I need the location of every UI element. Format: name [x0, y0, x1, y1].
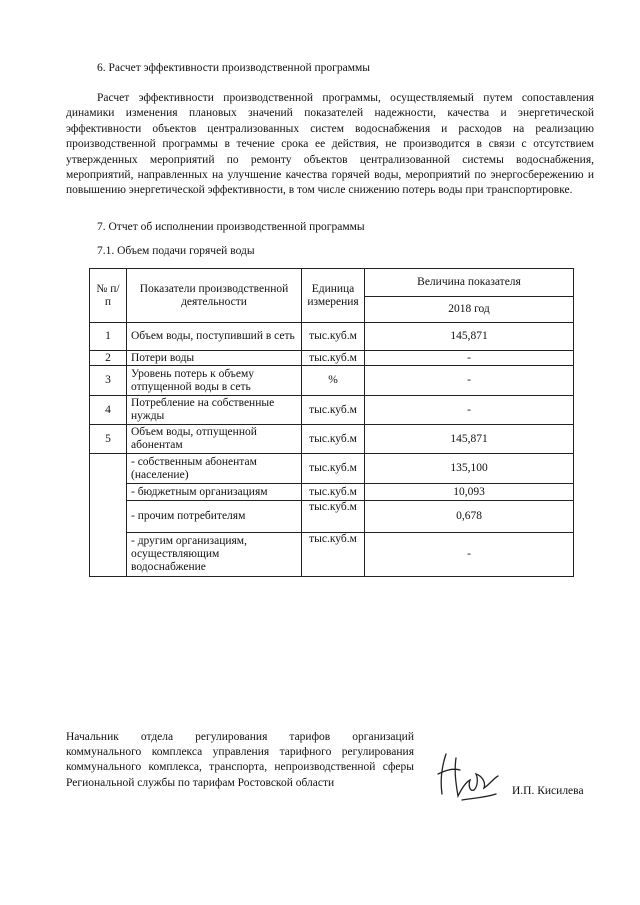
row-unit: % — [302, 366, 365, 396]
row-unit: тыс.куб.м — [302, 501, 365, 533]
section-6-paragraph: Расчет эффективности производственной программы, осуществляемый путем сопоставления динамики изменения плановых значений показателей надежности, качества и энергетической эффективности объектов централизованных систем водоснабжения и расходов на реализацию производственной программы в течение срока ее действия, не производится в связи с отсутствием утвержденных мероприятий по ремонту объектов централизованной системы водоснабжения, мероприятий, направленных на улучшение качества горячей воды, мероприятий по энергосбережению и повышению энергетической эффективности, в том числе снижению потерь воды при транспортировке. — [66, 92, 594, 197]
row-value: - — [365, 351, 574, 366]
row-name: Потери воды — [127, 351, 302, 366]
row-num: 2 — [90, 351, 127, 366]
row-value: - — [365, 366, 574, 396]
row-unit: тыс.куб.м — [302, 396, 365, 425]
row-value: - — [365, 396, 574, 425]
table-row — [90, 484, 574, 501]
table-row — [90, 351, 574, 366]
row-name: - прочим потребителям — [127, 501, 302, 533]
table-header-row — [90, 269, 574, 297]
row-name: Объем воды, отпущенной абонентам — [127, 425, 302, 454]
section-7-heading: 7. Отчет об исполнении производственной программы — [97, 221, 365, 233]
row-name: - другим организациям, осуществляющим водоснабжение — [127, 533, 302, 577]
row-unit: тыс.куб.м — [302, 323, 365, 351]
signer-name: И.П. Кисилева — [512, 785, 584, 797]
table-row — [90, 454, 574, 484]
handwritten-signature — [432, 748, 504, 806]
row-unit: тыс.куб.м — [302, 533, 365, 577]
row-value: - — [365, 533, 574, 577]
row-value: 0,678 — [365, 501, 574, 533]
row-value: 145,871 — [365, 425, 574, 454]
row-name: Уровень потерь к объему отпущенной воды в сеть — [127, 366, 302, 396]
row-unit: тыс.куб.м — [302, 351, 365, 366]
section-7-1-heading: 7.1. Объем подачи горячей воды — [97, 245, 255, 257]
row-num: 1 — [90, 323, 127, 351]
row-value: 145,871 — [365, 323, 574, 351]
header-num: № п/п — [90, 269, 127, 323]
table-row — [90, 323, 574, 351]
row-unit: тыс.куб.м — [302, 425, 365, 454]
header-year: 2018 год — [365, 297, 574, 323]
row-unit: тыс.куб.м — [302, 484, 365, 501]
table-row — [90, 396, 574, 425]
row-name: Объем воды, поступивший в сеть — [127, 323, 302, 351]
row-value: 10,093 — [365, 484, 574, 501]
row-num: 5 — [90, 425, 127, 454]
hot-water-volume-table — [89, 268, 574, 577]
table-row — [90, 533, 574, 577]
row-value: 135,100 — [365, 454, 574, 484]
section-6-heading: 6. Расчет эффективности производственной программы — [97, 62, 371, 74]
table-row — [90, 501, 574, 533]
table-row — [90, 366, 574, 396]
row-name: - собственным абонентам (население) — [127, 454, 302, 484]
row-num-blank — [90, 454, 127, 577]
header-unit: Единица измерения — [302, 269, 365, 323]
header-indicator: Показатели производственной деятельности — [127, 269, 302, 323]
table-row — [90, 425, 574, 454]
row-num: 4 — [90, 396, 127, 425]
row-name: - бюджетным организациям — [127, 484, 302, 501]
header-value-group: Величина показателя — [365, 269, 574, 297]
row-num: 3 — [90, 366, 127, 396]
signatory-position: Начальник отдела регулирования тарифов организаций коммунального комплекса управления тарифного регулирования коммунального комплекса, транспорта, непроизводственной сферы Региональной службы по тарифам Ростовской области — [66, 731, 414, 789]
row-name: Потребление на собственные нужды — [127, 396, 302, 425]
row-unit: тыс.куб.м — [302, 454, 365, 484]
